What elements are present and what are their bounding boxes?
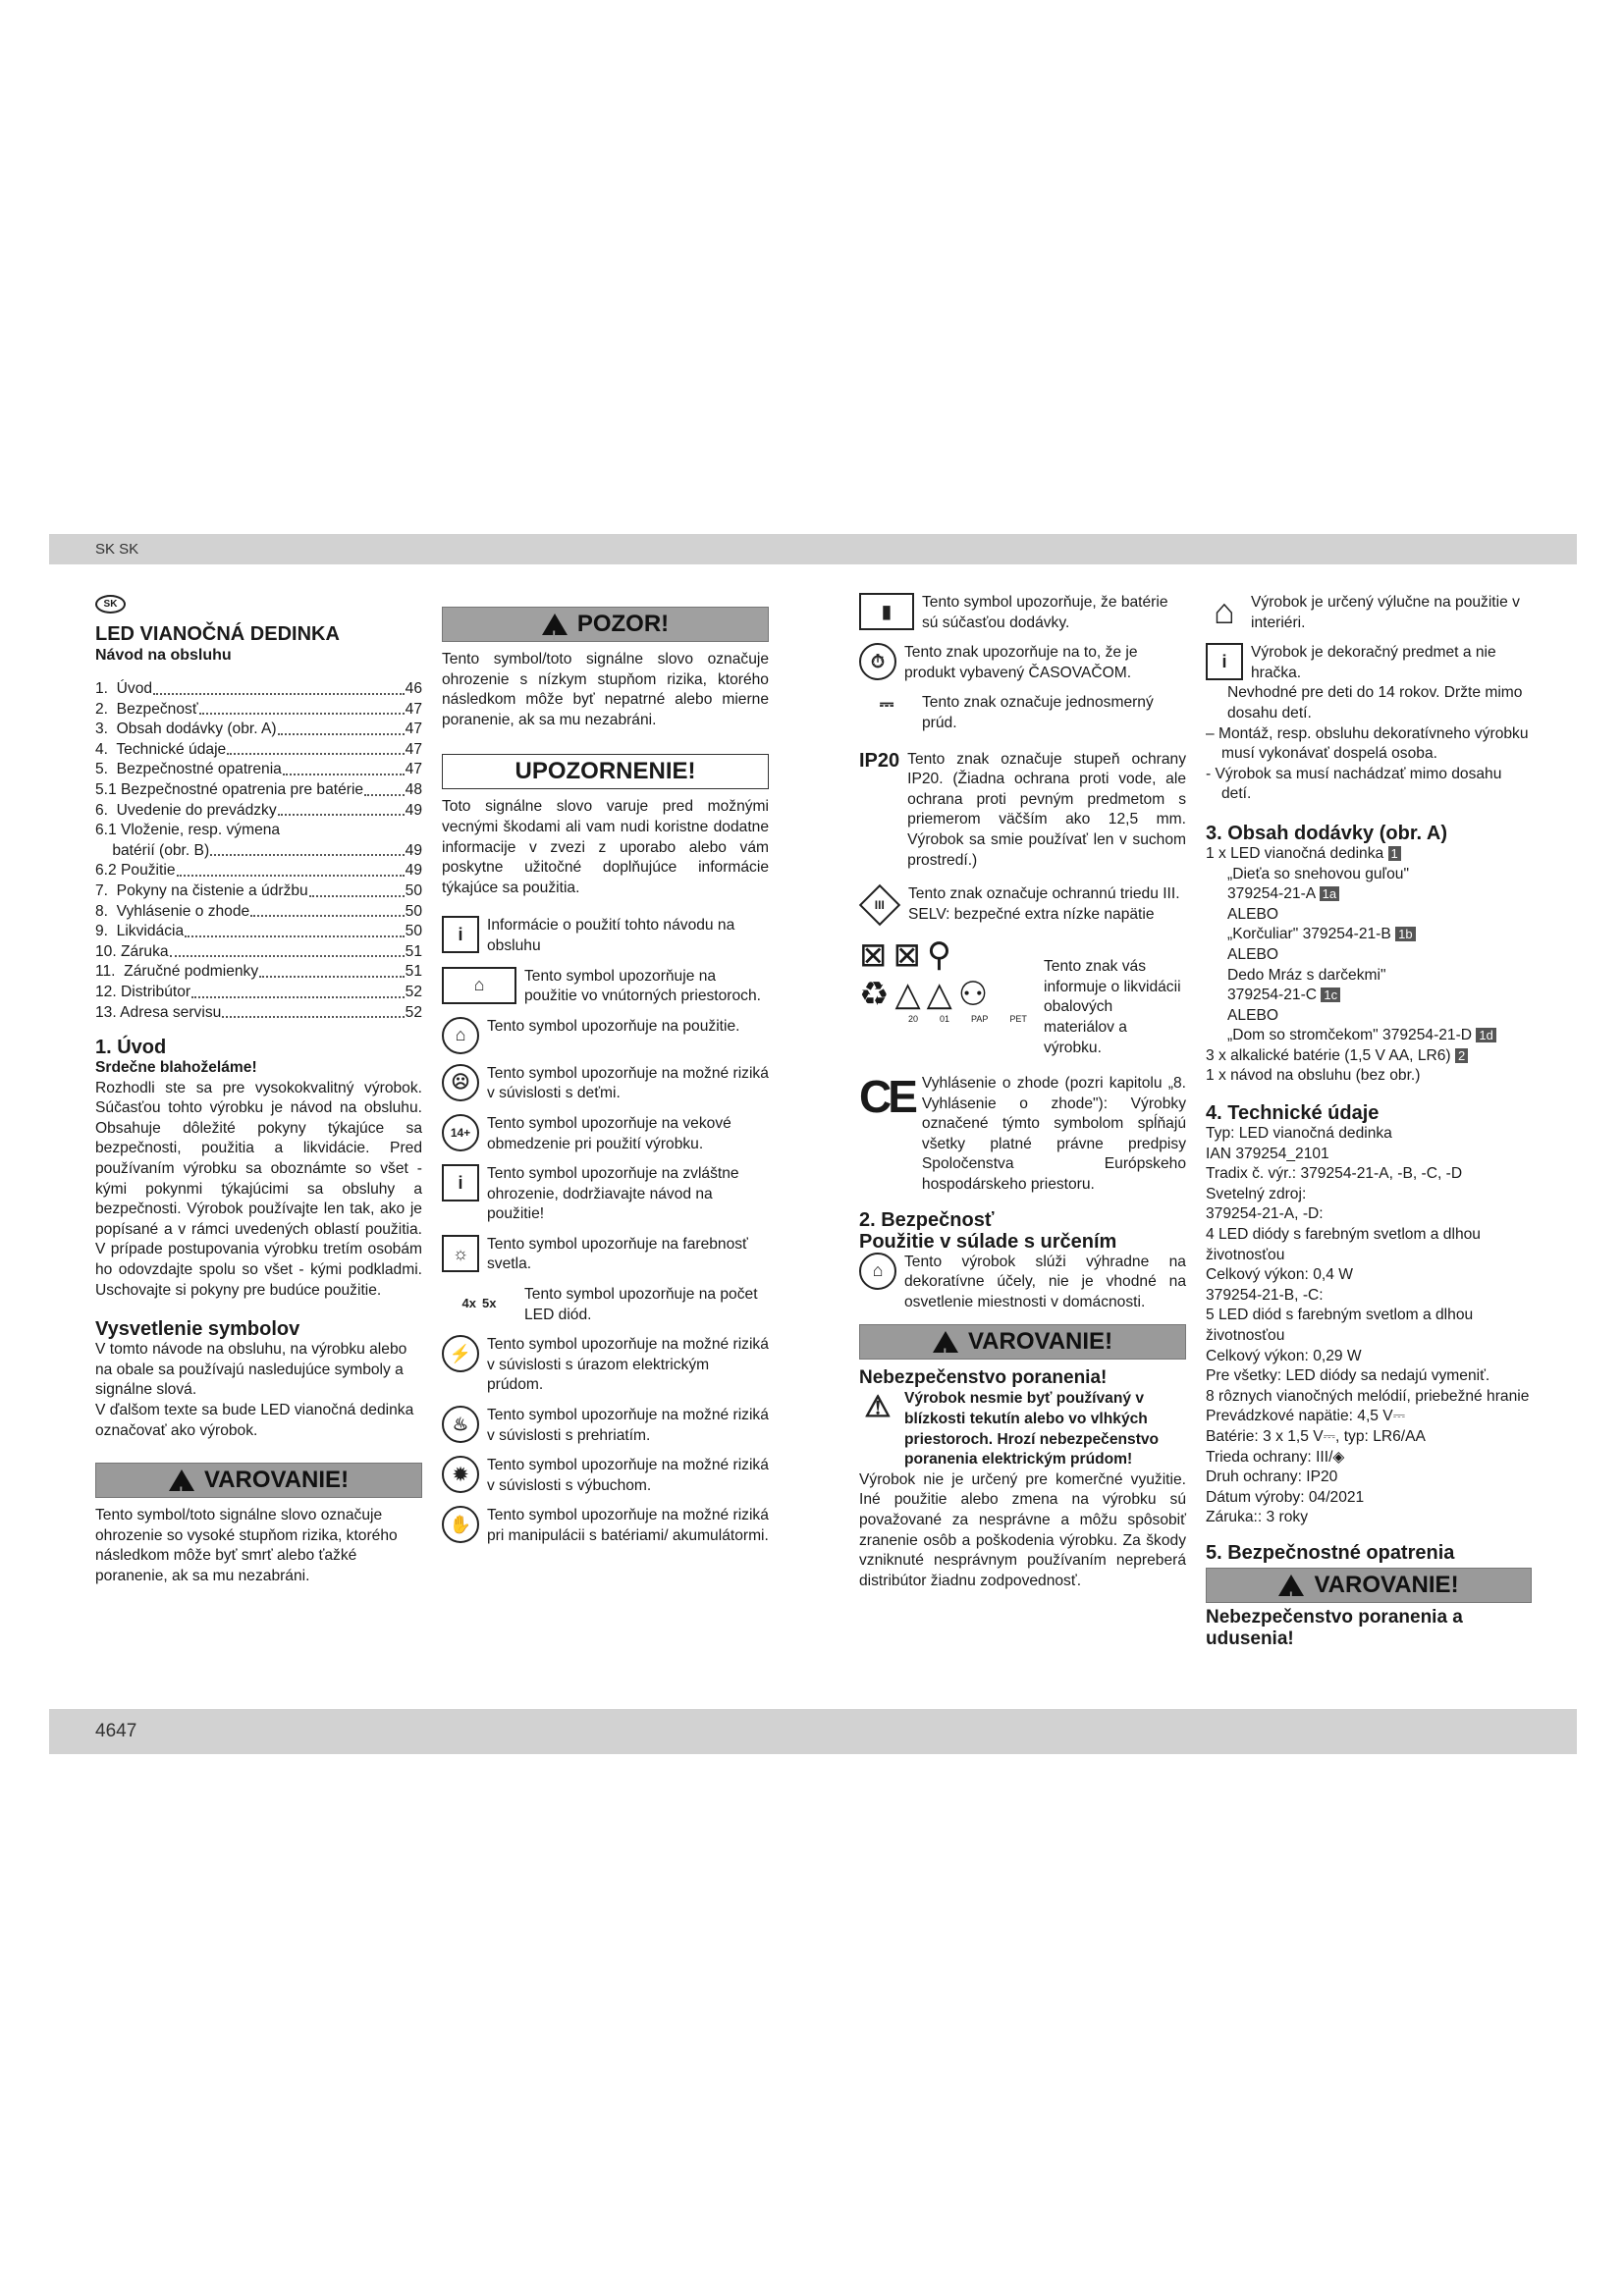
led-count-4: 4x [461, 1295, 476, 1310]
symbol-row [442, 1064, 769, 1104]
toc-item: 4. Technické údaje 47 [95, 740, 422, 758]
class3-row [859, 884, 1186, 926]
symbol-text: Tento symbol upozorňuje na počet LED diód. [524, 1286, 758, 1323]
symbols-heading: Vysvetlenie symbolov [95, 1318, 300, 1341]
header-band [49, 534, 1577, 564]
intended-use-row [859, 1253, 1186, 1313]
tech-line: Záruka:: 3 roky [1206, 1509, 1308, 1526]
symbol-text: Tento symbol upozorňuje na zvláštne ohrozenie, dodržiavajte návod na použitie! [487, 1165, 739, 1223]
contents-item: Dedo Mráz s darčekmi" [1227, 966, 1386, 984]
symbol-list-2 [859, 593, 1186, 734]
symbol-text: Tento symbol upozorňuje na použitie vo vnútorných priestoroch. [524, 967, 761, 1005]
warning-label-2: VAROVANIE! [967, 1328, 1113, 1356]
color-light-icon: ☼ [442, 1235, 479, 1272]
symbol-text: Tento symbol upozorňuje na použitie. [487, 1017, 740, 1035]
toc-item: 6.2 Použitie 49 [95, 862, 422, 880]
warning-banner-2 [859, 1324, 1186, 1360]
caution-banner [442, 607, 769, 642]
ce-mark-icon: CE [859, 1071, 914, 1123]
symbol-text: Tento symbol upozorňuje na farebnosť svetla. [487, 1235, 748, 1273]
indoor-use-icon: ⌂ [442, 967, 516, 1004]
toc-item: 11. Záručné podmienky 51 [95, 963, 422, 981]
toc-item: 13. Adresa servisu 52 [95, 1003, 422, 1021]
age-limit-icon: 14+ [442, 1114, 479, 1151]
document-title: LED VIANOČNÁ DEDINKA [95, 623, 340, 645]
battery-icon: ▮ [859, 593, 914, 630]
tech-list [1206, 1124, 1532, 1528]
age-text: Nevhodné pre deti do 14 rokov. Držte mimo dosahu detí. [1227, 684, 1523, 721]
pet-label: PET [1009, 1014, 1027, 1025]
toy-text: Výrobok je dekoračný predmet a nie hračka. [1251, 644, 1496, 681]
symbol-text: Tento symbol upozorňuje, že batérie sú súčasťou dodávky. [922, 594, 1168, 631]
tech-line: 8 rôznych vianočných melódií, priebežné hranie [1206, 1387, 1530, 1405]
contents-item: „Dieťa so snehovou guľou" [1227, 865, 1409, 882]
figure-tag: 1b [1395, 927, 1415, 941]
toc-item: 5. Bezpečnostné opatrenia 47 [95, 761, 422, 778]
symbol-text: Tento symbol upozorňuje na možné riziká v súvislosti s prehriatím. [487, 1407, 769, 1444]
symbol-row [442, 1164, 769, 1225]
explosion-icon: ✹ [442, 1456, 479, 1493]
tech-line: 4 LED diódy s farebným svetlom a dlhou životnosťou [1206, 1226, 1481, 1263]
intro-text: Rozhodli ste sa pre vysokokvalitný výrobok. Súčasťou tohto výrobku je návod na obsluhu. Obsahuje dôležité pokyny týkajúce sa bezpečnosti, použitia a likvidácie. Pred používaním výrobku sa oboznámte so všet - kými pokynmi týkajúcimi sa obsluhy a bezpečnosti. Výrobok používajte len tak, ako je popísané a v rámci uvedených oblastí použitia. V prípade postupovania výrobku tretím osobám ho odovzdajte spolu so všet - kými podkladmi. Uschovajte si pokyny pre budúce použitie. [95, 1079, 422, 1299]
bullet-1: – Montáž, resp. obsluhu dekoratívneho výrobku musí vykonávať dospelá osoba. [1206, 724, 1529, 763]
symbol-row [442, 1235, 769, 1275]
warning-banner-3 [1206, 1568, 1532, 1603]
symbol-row [442, 1506, 769, 1546]
toc-item: 3. Obsah dodávky (obr. A) 47 [95, 721, 422, 738]
column-4 [1206, 590, 1532, 1650]
selv-text: SELV: bezpečné extra nízke napätie [908, 905, 1155, 923]
tech-line: 5 LED diód s farebným svetlom a dlhou životnosťou [1206, 1307, 1474, 1344]
house-icon: ⌂ [1214, 590, 1235, 631]
table-of-contents [95, 679, 422, 1023]
symbol-row [859, 593, 1186, 633]
contents-item: 379254-21-A 1a [1206, 884, 1532, 905]
toc-item: 1. Úvod 46 [95, 680, 422, 697]
page-number: 4647 [95, 1721, 137, 1741]
injury-bold-text: Výrobok nesmie byť používaný v blízkosti tekutín alebo vo vlhkých priestoroch. Hrozí nebezpečenstvo poranenia elektrickým prúdom! [904, 1390, 1160, 1468]
bullet-2: - Výrobok sa musí nachádzať mimo dosahu detí. [1206, 765, 1502, 803]
symbol-row [442, 1406, 769, 1446]
symbol-text: Tento symbol upozorňuje na možné riziká v súvislosti s výbuchom. [487, 1457, 769, 1494]
tech-line: Prevádzkové napätie: 4,5 V⎓ [1206, 1408, 1406, 1425]
tech-line: Typ: LED vianočná dedinka [1206, 1125, 1392, 1143]
info-manual-icon: i [442, 916, 479, 953]
ce-row [859, 1071, 1186, 1196]
toc-item: 9. Likvidácia 50 [95, 923, 422, 940]
injury-text: Výrobok nie je určený pre komerčné využitie. Iné použitie alebo zmena na výrobku sú považované za nesprávne a môžu spôsobiť zranenie osôb a poškodenia výrobku. Za škody vzniknuté nesprávnym používaním nepreberá distribútor žiadnu zodpovednosť. [859, 1470, 1186, 1589]
caution-label: POZOR! [576, 611, 670, 637]
contents-item: „Korčuliar" 379254-21-B 1b [1206, 925, 1532, 945]
special-hazard-icon: i [442, 1164, 479, 1201]
contents-item: 379254-21-C 1c [1206, 986, 1532, 1006]
symbol-text: Tento symbol upozorňuje na možné riziká v súvislosti s úrazom elektrickým prúdom. [487, 1336, 769, 1394]
safety-subheading: Použitie v súlade s určením [859, 1230, 1117, 1253]
symbol-list [442, 916, 769, 1546]
toy-row [1206, 643, 1532, 683]
figure-tag: 1 [1388, 846, 1401, 861]
header-band-text: SK SK [95, 541, 139, 558]
symbols-text-2: V ďalšom texte sa bude LED vianočná dedinka označovať ako výrobok. [95, 1402, 414, 1439]
pap-label: PAP [971, 1014, 989, 1025]
indoor-text: Výrobok je určený výlučne na použitie v interiéri. [1251, 594, 1520, 631]
contents-batteries: 3 x alkalické batérie (1,5 V AA, LR6) 2 [1206, 1046, 1532, 1067]
tech-line: Batérie: 3 x 1,5 V⎓, typ: LR6/AA [1206, 1427, 1426, 1445]
toc-item: 6.1 Vloženie, resp. výmena [95, 822, 281, 839]
figure-tag: 1d [1476, 1028, 1495, 1042]
column-1 [95, 593, 422, 1587]
injury-heading: Nebezpečenstvo poranenia! [859, 1367, 1108, 1389]
symbol-text: Tento znak upozorňuje na to, že je produkt vybavený ČASOVAČOM. [904, 644, 1138, 681]
timer-icon: ⏱ [859, 643, 896, 680]
tech-line: IAN 379254_2101 [1206, 1145, 1329, 1162]
tech-line: Pre všetky: LED diódy sa nedajú vymeniť. [1206, 1367, 1490, 1385]
battery-glove-icon: ✋ [442, 1506, 479, 1543]
toc-item: 6. Uvedenie do prevádzky 49 [95, 801, 422, 819]
class3-text: Tento znak označuje ochrannú triedu III. [908, 885, 1180, 903]
symbol-text: Tento znak označuje jednosmerný prúd. [922, 694, 1154, 731]
class3-icon: III [859, 884, 900, 926]
warning-triangle-icon-2 [933, 1331, 958, 1353]
measures-heading: 5. Bezpečnostné opatrenia [1206, 1541, 1455, 1564]
toc-item: 10. Záruka 51 [95, 942, 422, 960]
warning-triangle-icon-3 [1278, 1575, 1304, 1596]
warning-triangle-icon [169, 1469, 194, 1491]
manual-icon: i [1206, 643, 1243, 680]
warning-text: Tento symbol/toto signálne slovo označuje ohrozenie so vysoké stupňom rizika, ktorého následkom môže byť smrť alebo ťažké poranenie, ak sa mu nezabráni. [95, 1507, 398, 1584]
toc-item: 2. Bezpečnosť 47 [95, 700, 422, 718]
column-2 [442, 593, 769, 1557]
recycle-icons [859, 935, 1036, 1024]
toc-item: 5.1 Bezpečnostné opatrenia pre batérie 48 [95, 780, 422, 798]
footer-band [49, 1709, 1577, 1754]
dc-icon: ⎓ [879, 694, 894, 715]
symbol-text: Tento symbol upozorňuje na možné riziká pri manipulácii s batériami/ akumulátormi. [487, 1507, 769, 1544]
toc-item: 7. Pokyny na čistenie a údržbu 50 [95, 881, 422, 899]
tech-line: Svetelný zdroj: [1206, 1185, 1307, 1202]
contents-item: „Dom so stromčekom" 379254-21-D 1d [1206, 1026, 1532, 1046]
tech-line: Trieda ochrany: III/◈ [1206, 1448, 1345, 1466]
crossed-bin-icon: ⊠⊠⚲ [859, 936, 957, 975]
figure-tag: 1c [1321, 988, 1340, 1002]
notice-text: Toto signálne slovo varuje pred možnými vecnými škodami ali vam nudi koristne dodatne informacije v zvezi z uporabo alebo vám poskytne užitočné doplňujúce informácie týkajúce sa použitia. [442, 798, 769, 896]
column-3 [859, 593, 1186, 1591]
tech-line: Dátum výroby: 04/2021 [1206, 1488, 1365, 1506]
overheat-icon: ♨ [442, 1406, 479, 1443]
led-count-icon [442, 1285, 516, 1322]
contents-item: 1 x LED vianočná dedinka 1 [1206, 844, 1532, 865]
tech-line: Celkový výkon: 0,4 W [1206, 1266, 1353, 1284]
pap-code: 20 [908, 1014, 919, 1025]
led-count-5: 5x [482, 1295, 497, 1310]
language-badge: SK [95, 595, 126, 614]
toc-item: 12. Distribútor 52 [95, 983, 422, 1000]
contents-item: ALEBO [1227, 945, 1279, 963]
symbol-row [442, 1285, 769, 1325]
safety-heading: 2. Bezpečnosť [859, 1208, 995, 1231]
symbols-text: V tomto návode na obsluhu, na výrobku alebo na obale sa používajú nasledujúce symboly a signálne slová. [95, 1341, 407, 1399]
symbol-text: Tento symbol upozorňuje na možné riziká v súvislosti s deťmi. [487, 1064, 769, 1102]
symbol-text: Informácie o použití tohto návodu na obsluhu [487, 917, 735, 954]
symbol-row [442, 1017, 769, 1054]
symbol-row [442, 1114, 769, 1154]
contents-item: ALEBO [1227, 905, 1279, 923]
figure-tag: 2 [1455, 1048, 1468, 1063]
injury-row [859, 1389, 1186, 1469]
recycle-text: Tento znak vás informuje o likvidácii obalových materiálov a výrobku. [1044, 958, 1181, 1056]
no-lighting-icon: ⌂ [859, 1253, 896, 1290]
symbol-row [859, 693, 1186, 733]
symbol-row [859, 643, 1186, 683]
electric-warning-icon: ⚠ [864, 1391, 892, 1424]
danger-heading: Nebezpečenstvo poranenia a udusenia! [1206, 1606, 1463, 1649]
tech-line: Tradix č. výr.: 379254-21-A, -B, -C, -D [1206, 1165, 1463, 1183]
tech-line: Druh ochrany: IP20 [1206, 1468, 1338, 1486]
ip20-text: Tento znak označuje stupeň ochrany IP20. (Žiadna ochrana proti vode, ale ochrana proti pevným predmetom s priemerom väčším ako 12,5 mm. Výrobok sa smie používať len v suchom prostredí.) [907, 750, 1186, 869]
intro-subheading: Srdečne blahoželáme! [95, 1059, 257, 1077]
use-icon: ⌂ [442, 1017, 479, 1054]
warning-label-3: VAROVANIE! [1314, 1571, 1459, 1598]
recycle-icon: ♻△△⚇ [859, 976, 995, 1014]
symbol-text: Tento symbol upozorňuje na vekové obmedzenie pri použití výrobku. [487, 1114, 731, 1152]
toc-item: batérií (obr. B) 49 [95, 841, 422, 859]
notice-banner: UPOZORNENIE! [442, 754, 769, 789]
pet-code: 01 [940, 1014, 950, 1025]
caution-triangle-icon [542, 614, 568, 635]
contents-heading: 3. Obsah dodávky (obr. A) [1206, 822, 1447, 844]
document-subtitle: Návod na obsluhu [95, 647, 232, 664]
tech-line: 379254-21-A, -D: [1206, 1205, 1324, 1223]
child-risk-icon: ☹ [442, 1064, 479, 1101]
symbol-row [442, 967, 769, 1007]
symbol-row [442, 916, 769, 956]
ce-text: Vyhlásenie o zhode (pozri kapitolu „8. Vyhlásenie o zhode"): Výrobky označené týmto symbolom spĺňajú všetky platné právne predpisy Spoločenstva Európskeho hospodárskeho priestoru. [921, 1075, 1186, 1194]
tech-line: Celkový výkon: 0,29 W [1206, 1347, 1362, 1364]
tech-heading: 4. Technické údaje [1206, 1102, 1380, 1125]
recycle-row [859, 935, 1186, 1058]
contents-manual: 1 x návod na obsluhu (bez obr.) [1206, 1067, 1421, 1085]
symbol-row [442, 1335, 769, 1396]
contents-item: ALEBO [1227, 1006, 1279, 1024]
intended-use-text: Tento výrobok slúži výhradne na dekoratívne účely, nie je vhodné na osvetlenie miestnosti v domácnosti. [904, 1253, 1186, 1310]
contents-list [1206, 844, 1532, 1046]
warning-label: VAROVANIE! [203, 1467, 350, 1494]
figure-tag: 1a [1320, 886, 1339, 901]
ip20-icon: IP20 [859, 749, 900, 772]
caution-text: Tento symbol/toto signálne slovo označuje ohrozenie s nízkym stupňom rizika, ktorého následkom môže byť nepatrné alebo mierne poranenie, ak sa mu nezabráni. [442, 651, 769, 728]
tech-line: 379254-21-B, -C: [1206, 1286, 1324, 1304]
indoor-row [1206, 590, 1532, 633]
symbol-row [442, 1456, 769, 1496]
warning-banner [95, 1463, 422, 1498]
ip20-row [859, 750, 1186, 872]
electric-shock-icon: ⚡ [442, 1335, 479, 1372]
intro-heading: 1. Úvod [95, 1037, 167, 1059]
toc-item: 8. Vyhlásenie o zhode 50 [95, 902, 422, 920]
